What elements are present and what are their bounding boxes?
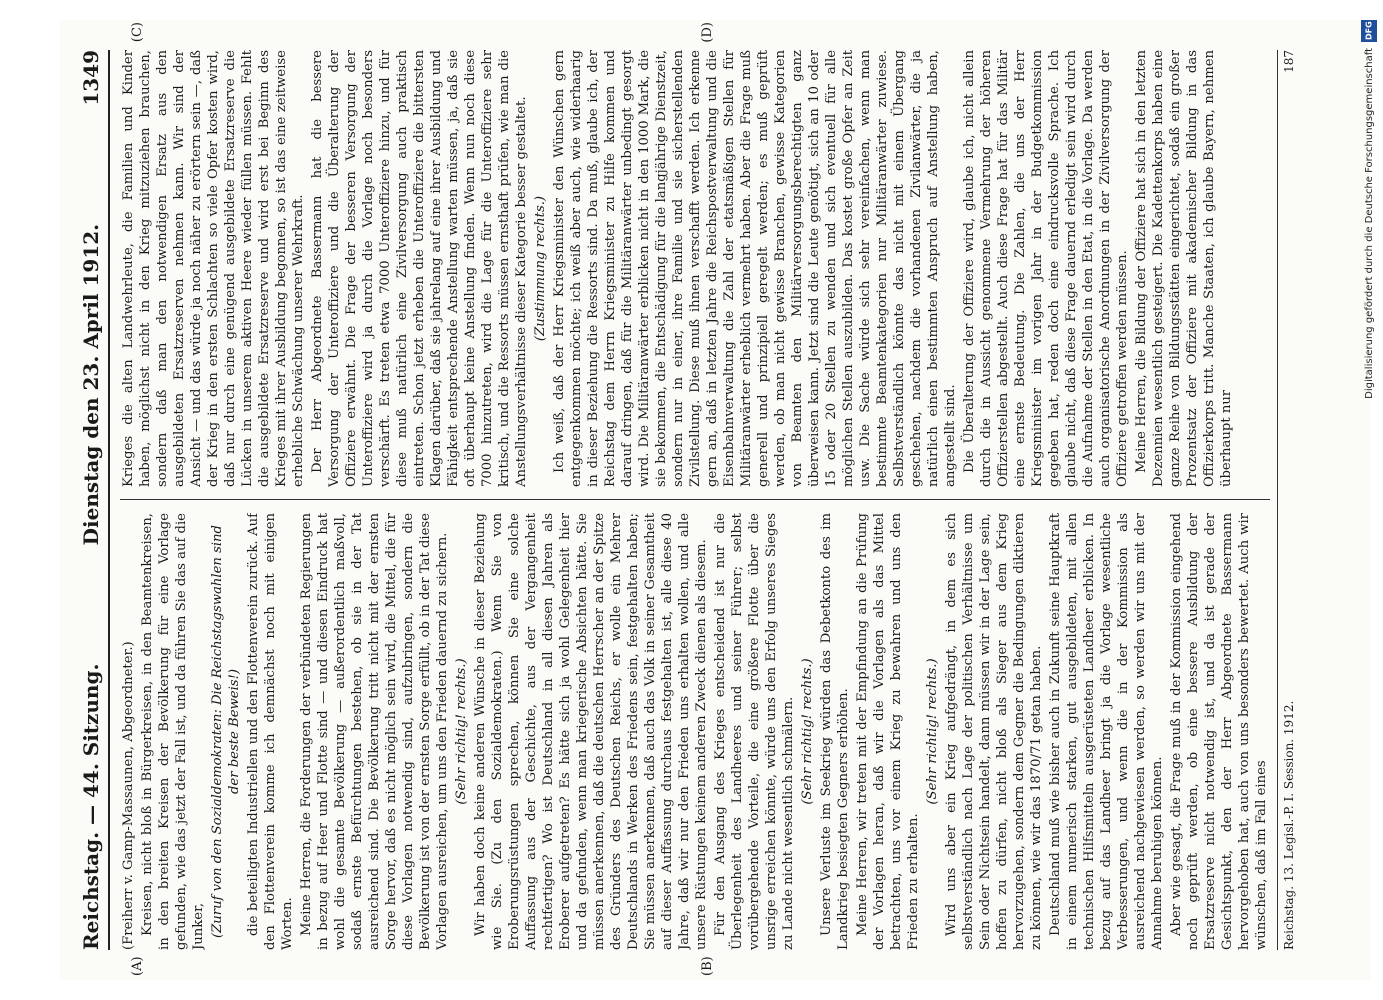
- credit-text: Digitalisierung gefördert durch die Deutsche Forschungsgemeinschaft: [1363, 48, 1375, 399]
- paragraph: Der Herr Abgeordnete Bassermann hat die bessere Versorgung der Unteroffiziere und die Überalterung der Offiziere erwähnt. Die Frage der besseren Versorgung der Unteroffiziere wird ja durch die Vorlage noch besonders verschärft. Es treten etwa 7000 Unteroffiziere hinzu, und für diese muß natürlich eine Zivilversorgung auch praktisch eintreten. Schon jetzt erheben die Unteroffiziere die bittersten Klagen darüber, daß sie jahrelang auf eine ihrer Ausbildung und Fähigkeit entsprechende Anstellung warten müssen, ja, daß sie oft überhaupt keine Anstellung finden. Wenn nun noch diese 7000 hinzutreten, wird die Lage für die Unteroffiziere sehr kritisch, und die Ressorts müssen ernsthaft prüfen, wie man die Anstellungsverhältnisse dieser Kategorie besser gestaltet.: [310, 50, 529, 487]
- page-number: 1349: [79, 50, 103, 106]
- text-columns: [120, 50, 1270, 950]
- marker-d: (D): [700, 22, 715, 43]
- paragraph: Meine Herren, die Forderungen der verbündeten Regierungen in bezug auf Heer und Flotte sind — und diesen Eindruck hat wohl die gesamte Bevölkerung — außerordentlich maßvoll, sodaß ernste Befürchtungen bestehen, ob sie in der Tat ausreichend sind. Die Bevölkerung tritt nicht mit der ernsten Sorge hervor, daß es nicht möglich sein wird, die Mittel, die für diese Vorlagen notwendig sind, aufzubringen, sondern die Bevölkerung ist von der ernsten Sorge erfüllt, ob in der Tat diese Vorlagen ausreichen, um uns den Frieden dauernd zu sichern.: [299, 513, 450, 950]
- paragraph: Deutschland muß wie bisher auch in Zukunft seine Hauptkraft in einem numerisch starken, gut ausgebildeten, mit allen technischen Hilfsmitteln ausgerüsteten Landheer erblicken. In bezug auf das Landheer bringt ja die Vorlage wesentliche Verbesserungen, und wenn die in der Kommission als ausreichend nachgewiesen werden, so werden wir uns mit der Annahme beruhigen können.: [1048, 513, 1165, 950]
- right-column: [120, 50, 1270, 487]
- document-page: [60, 20, 1370, 980]
- paragraph: Für den Ausgang des Krieges entscheidend ist nur die Überlegenheit des Landheeres und seiner Führer; selbst vorübergehende Vorteile, die eine größere Flotte über die unsrige erreichen könnte, würde uns den Erfolg unseres Sieges zu Lande nicht wesentlich schmälern.: [713, 513, 796, 950]
- footer-imprint: Reichstag. 13. Legisl.-P. I. Session. 1912.: [1282, 700, 1296, 950]
- interjection: (Sehr richtig! rechts.): [925, 658, 940, 805]
- interjection: (Zuruf von den Sozialdemokraten: Die Reichstagswahlen sind der beste Beweis!): [210, 525, 242, 939]
- header-session: Reichstag. — 44. Sitzung.: [79, 663, 103, 950]
- paragraph: Ich weiß, daß der Herr Kriegsminister den Wünschen gern entgegenkommen möchte; ich weiß aber auch, wie widerhaarig in dieser Beziehung die Ressorts sind. Da muß, glaube ich, der Reichstag dem Herrn Kriegsminister zu Hilfe kommen und darauf dringen, daß für die Militäranwärter unbedingt gesorgt wird. Die Militäranwärter erblicken nicht in den 1000 Mark, die sie bekommen, die Entschädigung für die langjährige Dienstzeit, sondern nur in einer, ihre Familie und sie sicherstellenden Zivilstellung. Diese muß ihnen verschafft werden. Ich erkenne gern an, daß in letzten Jahre die Reichspostverwaltung und die Eisenbahnverwaltung die Zahl der etatsmäßigen Stellen für Militäranwärter erheblich vermehrt haben. Aber die Frage muß generell und prinzipiell geregelt werden; es muß geprüft werden, ob man nicht gewisse Branchen, gewisse Kategorien von Beamten den Militärversorgungsberechtigten ganz überweisen kann. Jetzt sind die Leute genötigt, sich an 10 oder 15 oder 20 Stellen zu wenden und sich eventuell für alle möglichen Stellen auszubilden. Das kostet große Opfer an Zeit usw. Die Sache würde sich sehr vereinfachen, wenn man bestimmte Beamtenkategorien nur Militäranwärter zuwiese. Selbstverständlich könnte das nicht mit einem Übergang geschehen, nachdem die vorhandenen Zivilanwärter, die ja natürlich einen bestimmten Anspruch auf Anstellung haben, angestellt sind.: [552, 50, 958, 487]
- interjection: (Sehr richtig! rechts.): [454, 658, 469, 805]
- paragraph: Wir haben doch keine anderen Wünsche in dieser Beziehung wie Sie. (Zu den Sozialdemokraten.) Wenn Sie von Eroberungsrüstungen sprechen, können Sie eine solche Auffassung aus der Geschichte, aus der Vergangenheit rechtfertigen? Wo ist Deutschland in all diesen Jahren als Eroberer aufgetreten? Es hätte sich ja wohl Gelegenheit hier und da gefunden, wenn man kriegerische Absichten hätte. Sie müssen anerkennen, daß die deutschen Herrscher an der Spitze des Gründers des Deutschen Reichs, er wolle ein Mehrer Deutschlands in Werken des Friedens sein, festgehalten haben; Sie müssen anerkennen, daß auch das Volk in seiner Gesamtheit auf dieser Auffassung durchaus festgehalten ist, alle diese 40 Jahre, daß wir nur den Frieden uns erhalten wollen, und alle unsere Rüstungen keinem anderen Zweck dienen als diesem.: [473, 513, 709, 950]
- paragraph: Meine Herren, wir treten mit der Empfindung an die Prüfung der Vorlagen heran, daß wir die Vorlagen als das Mittel betrachten, uns vor einem Krieg zu bewahren und uns den Frieden zu erhalten.: [855, 513, 921, 950]
- column-divider: [120, 499, 1270, 500]
- digitization-credit: [1359, 20, 1379, 960]
- page-header: [74, 50, 110, 950]
- page-footer: [1277, 50, 1300, 950]
- paragraph: (Freiherr v. Gamp-Massaunen, Abgeordneter.): [121, 641, 136, 950]
- paragraph: Unsere Verluste im Seekrieg würden das Debetkonto des im Landkrieg besiegten Gegners erhöhen.: [819, 513, 851, 950]
- paragraph: Aber wie gesagt, die Frage muß in der Kommission eingehend noch geprüft werden, ob eine bessere Ausbildung der Ersatzreserve nicht notwendig ist, und da ist gerade der Gesichtspunkt, den der Herr Abgeordnete Bassermann hervorgehoben hat, auch von uns besonders bewertet. Auch wir wünschen, daß im Fall eines: [1169, 513, 1269, 950]
- left-column: [120, 513, 1270, 950]
- marker-c: (C): [130, 22, 145, 43]
- marker-a: (A): [130, 956, 145, 976]
- footer-signature: 187: [1282, 50, 1296, 73]
- paragraph: Kreisen, nicht bloß in Bürgerkreisen, in den Beamtenkreisen, in den breiten Kreisen der Bevölkerung für eine Vorlage gefunden, wie das jetzt der Fall ist, und da führen Sie das auf die Junker,: [140, 513, 206, 950]
- paragraph: Die Überalterung der Offiziere wird, glaube ich, nicht allein durch die in Aussicht genommene Vermehrung der höheren Offizierstellen abgestellt. Auch diese Frage hat für das Militär eine ernste Bedeutung. Die Zahlen, die uns der Herr Kriegsminister im vorigen Jahr in der Budgetkommission gegeben hat, reden doch eine eindrucksvolle Sprache. Ich glaube nicht, daß diese Frage dauernd erledigt sein wird durch die Aufnahme der Stellen in den Etat, in die Vorlage. Da werden auch organisatorische Anordnungen in der Zivilversorgung der Offiziere getroffen werden müssen.: [962, 50, 1130, 487]
- interjection: (Sehr richtig! rechts.): [800, 658, 815, 805]
- interjection: (Zustimmung rechts.): [533, 195, 548, 342]
- marker-b: (B): [700, 956, 715, 976]
- paragraph: die beteiligten Industriellen und den Flottenverein zurück. Auf den Flottenverein komme ich demnächst noch mit einigen Worten.: [246, 513, 295, 950]
- paragraph: Meine Herren, die Bildung der Offiziere hat sich in den letzten Dezennien wesentlich gesteigert. Die Kadettenkorps haben eine ganze Reihe von Bildungsstätten eingerichtet, sodaß ein großer Prozentsatz der Offiziere mit akademischer Bildung in das Offizierkorps tritt. Manche Staaten, ich glaube Bayern, nehmen überhaupt nur: [1134, 50, 1234, 487]
- paragraph: Krieges die alten Landwehrleute, die Familien und Kinder haben, möglichst nicht in den Krieg mitzuziehen brauchen, sondern daß man den notwendigen Ersatz aus den ausgebildeten Ersatzreserven nehmen kann. Wir sind der Ansicht — und das würde ja noch näher zu erörtern sein —, daß der Krieg in den ersten Schlachten so viele Opfer kosten wird, daß nur durch eine genügend ausgebildete Ersatzreserve die Lücken in unserem aktiven Heere wieder füllen müssen. Fehlt die ausgebildete Ersatzreserve und wird erst bei Beginn des Krieges mit ihrer Ausbildung begonnen, so ist das eine zeitweise erhebliche Schwächung unserer Wehrkraft.: [121, 50, 306, 487]
- rotated-content: [60, 20, 1310, 980]
- paragraph: Wird uns aber ein Krieg aufgedrängt, in dem es sich selbstverständlich nach Lage der politischen Verhältnisse um Sein oder Nichtsein handelt, dann müssen wir in der Lage sein, hoffen zu dürfen, nicht bloß als Sieger aus dem Krieg hervorzugehen, sondern dem Gegner die Bedingungen diktieren zu können, wie wir das 1870/71 getan haben.: [944, 513, 1044, 950]
- header-date: Dienstag den 23. April 1912.: [79, 223, 103, 546]
- dfg-logo: DFG: [1361, 20, 1377, 42]
